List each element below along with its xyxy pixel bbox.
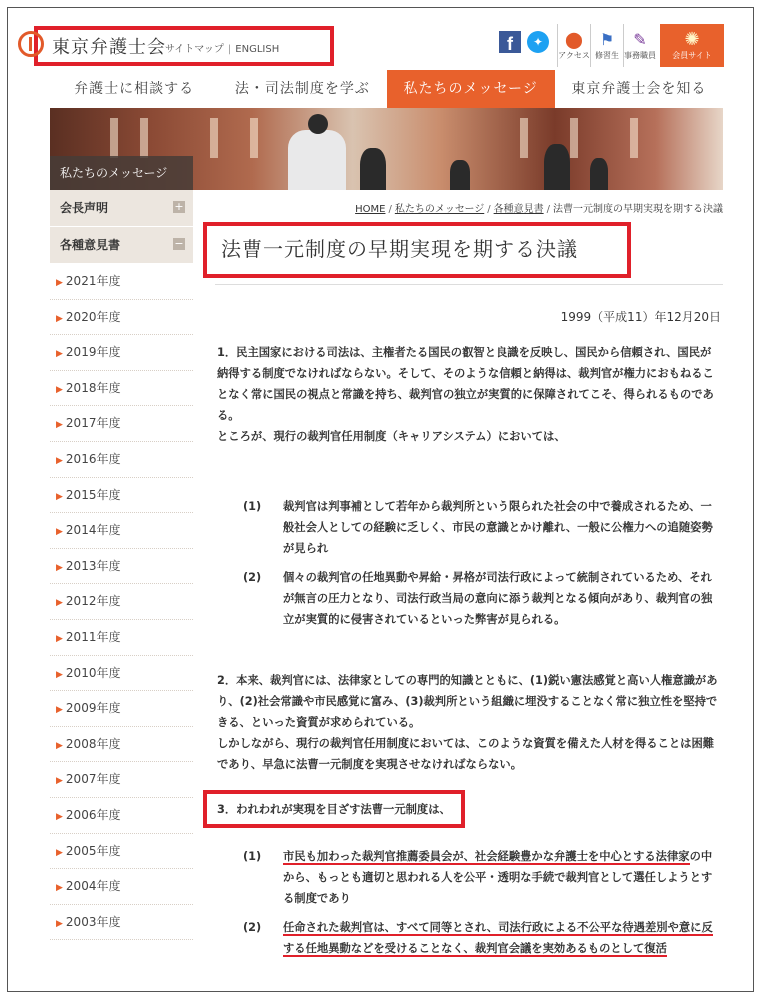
facebook-icon[interactable]: f — [499, 31, 521, 53]
breadcrumb-home[interactable]: HOME — [355, 204, 386, 215]
site-logo[interactable]: 東京弁護士会 — [52, 37, 166, 58]
sidebar-year-item[interactable]: ▶ 2012年度 — [50, 584, 193, 620]
sidebar-year-item[interactable]: ▶ 2005年度 — [50, 834, 193, 870]
arrow-right-icon: ▶ — [56, 491, 63, 502]
logo-icon — [18, 31, 44, 57]
arrow-right-icon: ▶ — [56, 705, 63, 716]
arrow-right-icon: ▶ — [56, 455, 63, 466]
member-site-button[interactable]: ✺ 会員サイト — [660, 24, 724, 67]
nav-messages[interactable]: 私たちのメッセージ — [387, 70, 555, 108]
expand-icon[interactable]: + — [174, 200, 184, 213]
sidebar-year-item[interactable]: ▶ 2003年度 — [50, 905, 193, 941]
sidebar-section-statements[interactable]: 会長声明 + — [50, 190, 193, 227]
list-item: (1) 市民も加わった裁判官推薦委員会が、社会経験豊かな弁護士を中心とする法律家の中から、もっとも適切と思われる人を公平・透明な手続で裁判官として選任しようとする制度であり — [243, 850, 713, 905]
divider — [215, 284, 723, 285]
sitemap-link[interactable]: サイトマップ — [165, 44, 224, 55]
sidebar-year-item[interactable]: ▶ 2013年度 — [50, 549, 193, 585]
arrow-right-icon: ▶ — [56, 313, 63, 324]
header-links: サイトマップ | ENGLISH — [165, 44, 280, 55]
sidebar-year-item[interactable]: ▶ 2021年度 — [50, 264, 193, 300]
sidebar-year-item[interactable]: ▶ 2006年度 — [50, 798, 193, 834]
sidebar-year-item[interactable]: ▶ 2009年度 — [50, 691, 193, 727]
arrow-right-icon: ▶ — [56, 883, 63, 894]
underlined-text: 任命された裁判官は、すべて同等とされ、司法行政による不公平な待遇差別や意に反する任地異動などを受けることなく、裁判官会議を実効あるものとして復活 — [283, 921, 713, 955]
staff-button[interactable]: ✎ 事務職員 — [623, 24, 656, 67]
arrow-right-icon: ▶ — [56, 633, 63, 644]
sidebar — [50, 190, 193, 940]
breadcrumb: HOME / 私たちのメッセージ / 各種意見書 / 法曹一元制度の早期実現を期する決議 — [355, 204, 723, 215]
sidebar-year-item[interactable]: ▶ 2020年度 — [50, 300, 193, 336]
arrow-right-icon: ▶ — [56, 527, 63, 538]
sidebar-year-item[interactable]: ▶ 2007年度 — [50, 762, 193, 798]
hero-banner — [50, 108, 723, 190]
access-button[interactable]: ⬤ アクセス — [557, 24, 590, 67]
student-icon: ⚑ — [599, 30, 615, 49]
collapse-icon[interactable]: − — [174, 237, 184, 250]
english-link[interactable]: ENGLISH — [235, 44, 280, 55]
sidebar-year-item[interactable]: ▶ 2018年度 — [50, 371, 193, 407]
sidebar-year-item[interactable]: ▶ 2010年度 — [50, 656, 193, 692]
utility-bar — [499, 24, 724, 67]
publish-date: 1999（平成11）年12月20日 — [560, 310, 721, 324]
map-pin-icon: ⬤ — [565, 30, 583, 49]
sidebar-year-item[interactable]: ▶ 2015年度 — [50, 478, 193, 514]
page-title: 法曹一元制度の早期実現を期する決議 — [221, 237, 578, 261]
arrow-right-icon: ▶ — [56, 776, 63, 787]
twitter-icon[interactable]: ✦ — [527, 31, 549, 53]
arrow-right-icon: ▶ — [56, 420, 63, 431]
list-item: (2) 個々の裁判官の任地異動や昇給・昇格が司法行政によって統制されているため、それが無言の圧力となり、司法行政当局の意向に添う裁判となる傾向があり、裁判官の独立が実質的に侵害されているといった弊害が見られる。 — [243, 571, 713, 626]
arrow-right-icon: ▶ — [56, 384, 63, 395]
arrow-right-icon: ▶ — [56, 562, 63, 573]
sun-icon: ✺ — [684, 29, 700, 50]
arrow-right-icon: ▶ — [56, 278, 63, 288]
breadcrumb-opinions[interactable]: 各種意見書 — [493, 204, 544, 215]
arrow-right-icon: ▶ — [56, 598, 63, 609]
nav-learn[interactable]: 法・司法制度を学ぶ — [234, 81, 370, 97]
pen-icon: ✎ — [633, 30, 647, 49]
sidebar-year-item[interactable]: ▶ 2014年度 — [50, 513, 193, 549]
sidebar-title: 私たちのメッセージ — [50, 156, 193, 190]
arrow-right-icon: ▶ — [56, 349, 63, 360]
arrow-right-icon: ▶ — [56, 847, 63, 858]
main-nav — [50, 70, 723, 108]
arrow-right-icon: ▶ — [56, 669, 63, 680]
sidebar-year-item[interactable]: ▶ 2017年度 — [50, 406, 193, 442]
sidebar-year-item[interactable]: ▶ 2011年度 — [50, 620, 193, 656]
sidebar-year-item[interactable]: ▶ 2016年度 — [50, 442, 193, 478]
list-item: (2) 任命された裁判官は、すべて同等とされ、司法行政による不公平な待遇差別や意に反する任地異動などを受けることなく、裁判官会議を実効あるものとして復活 — [243, 921, 713, 955]
sidebar-year-item[interactable]: ▶ 2019年度 — [50, 335, 193, 371]
paragraph-3: 3．われわれが実現を目ざす法曹一元制度は、 — [217, 803, 451, 816]
sidebar-year-item[interactable]: ▶ 2004年度 — [50, 869, 193, 905]
sidebar-section-opinions[interactable]: 各種意見書 − — [50, 227, 193, 264]
nav-consult[interactable]: 弁護士に相談する — [74, 81, 195, 97]
arrow-right-icon: ▶ — [56, 918, 63, 929]
trainee-button[interactable]: ⚑ 修習生 — [590, 24, 623, 67]
breadcrumb-current: 法曹一元制度の早期実現を期する決議 — [553, 204, 723, 215]
arrow-right-icon: ▶ — [56, 811, 63, 822]
arrow-right-icon: ▶ — [56, 740, 63, 751]
sidebar-year-item[interactable]: ▶ 2008年度 — [50, 727, 193, 763]
paragraph-1: 1．民主国家における司法は、主権者たる国民の叡智と良識を反映し、国民から信頼され、国民が納得する制度でなければならない。そして、そのような信頼と納得は、裁判官が権力におもねることなく常に国民の視点と常識を持ち、裁判官の独立が実質的に保障されてこそ、得られるものである。 ところが、現行の裁判官任用制度（キャリアシステム）においては、 — [217, 346, 714, 443]
underlined-text: 市民も加わった裁判官推薦委員会が、社会経験豊かな弁護士を中心とする法律家 — [283, 850, 690, 863]
breadcrumb-messages[interactable]: 私たちのメッセージ — [394, 204, 485, 215]
list-item: (1) 裁判官は判事補として若年から裁判所という限られた社会の中で養成されるため、一般社会人としての経験に乏しく、市民の意識とかけ離れ、一般に公権力への追随姿勢が見られ — [243, 500, 713, 555]
paragraph-2: 2．本来、裁判官には、法律家としての専門的知識とともに、(1)鋭い憲法感覚と高い人権意識があり、(2)社会常識や市民感覚に富み、(3)裁判所という組織に埋没することなく常に独立性を堅持できる、といった資質が求められている。 しかしながら、現行の裁判官任用制度においては、このような資質を備えた人材を得ることは困難であり、早急に法曹一元制度を実現させなければならない。 — [217, 674, 718, 771]
nav-about[interactable]: 東京弁護士会を知る — [571, 81, 707, 97]
